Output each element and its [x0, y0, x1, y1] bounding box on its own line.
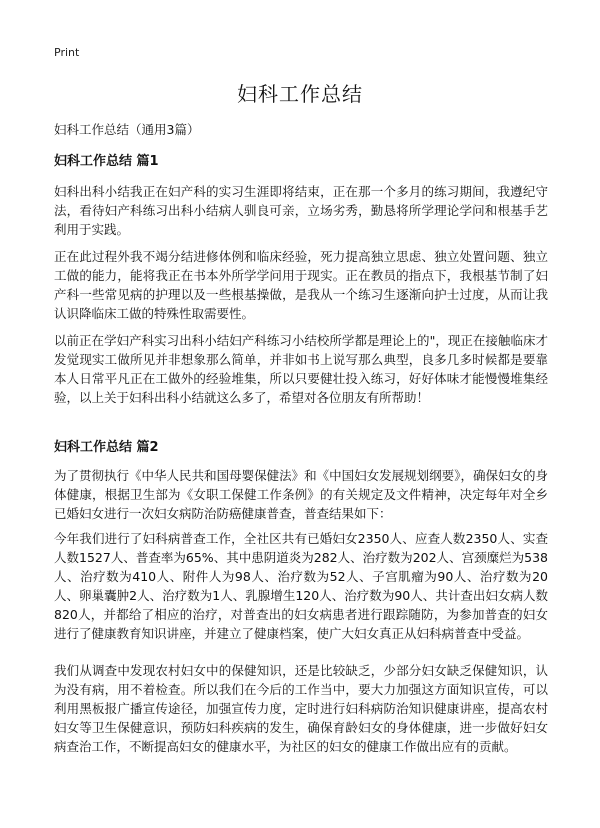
page-title: 妇科工作总结: [237, 82, 363, 106]
section-2-paragraph-3: 我们从调查中发现农村妇女中的保健知识，还是比较缺乏，少部分妇女缺乏保健知识，认为没有病，用不着检查。所以我们在今后的工作当中，要大力加强这方面知识宣传，可以利用黑板报广播宣传途径，加强宣传力度，定时进行妇科病防治知识健康讲座，提高农村妇女等卫生保健意识，预防妇科疾病的发生，确保育龄妇女的身体健康，进一步做好妇女病查治工作，不断提高妇女的健康水平，为社区的妇女的健康工作做出应有的贡献。: [54, 663, 548, 754]
print-link[interactable]: Print: [54, 46, 80, 59]
section-2-paragraph-2: 今年我们进行了妇科病普查工作，全社区共有已婚妇女2350人、应查人数2350人、实查人数1527人、普查率为65%、其中患阴道炎为282人、治疗数为202人、宫颈糜烂为538人、治疗数为410人、附件人为98人、治疗数为52人、子宫肌瘤为90人、治疗数为20人、卵巢囊肿2人、治疗数为1人、乳腺增生120人、治疗数为90人、共计查出妇女病人数820人，并都给了相应的治疗，对普查出的妇女病患者进行跟踪随防，为参加普查的妇女进行了健康教育知识讲座，并建立了健康档案，使广大妇女真正从妇科病普查中受益。: [54, 531, 548, 641]
section-2-paragraph-1: 为了贯彻执行《中华人民共和国母婴保健法》和《中国妇女发展规划纲要》，确保妇女的身体健康，根据卫生部为《女职工保健工作条例》的有关规定及文件精神，决定每年对全乡已婚妇女进行一次妇女病防治防癌健康普查，普查结果如下：: [54, 468, 548, 521]
section-heading-1: 妇科工作总结 篇1: [54, 154, 159, 169]
section-heading-2: 妇科工作总结 篇2: [54, 440, 159, 455]
section-1-paragraph-3: 以前正在学妇产科实习出科小结妇产科练习小结校所学都是理论上的"，现正在接触临床才发觉现实工做所见并非想象那么简单，并非如书上说写那么典型，良多几多时候都是要靠本人日常平凡正在工做外的经验堆集，所以只要健壮投入练习，好好体味才能慢慢堆集经验，以上关于妇科出科小结就这么多了，希望对各位朋友有所帮助！: [54, 333, 548, 405]
section-1-paragraph-1: 妇科出科小结我正在妇产科的实习生涯即将结束，正在那一个多月的练习期间，我遵纪守法，看待妇产科练习出科小结病人驯良可亲，立场劣秀，勤恳将所学理论学问和根基手艺利用于实践。: [54, 184, 548, 237]
document-subtitle: 妇科工作总结（通用3篇）: [54, 122, 200, 137]
section-1-paragraph-2: 正在此过程外我不竭分结进修体例和临床经验，死力提高独立思虑、独立处置问题、独立工做的能力，能将我正在书本外所学学问用于现实。正在教员的指点下，我根基节制了妇产科一些常见病的护理以及一些根基操做，是我从一个练习生逐渐向护士过度，从而让我认识降临床工做的特殊性取需要性。: [54, 249, 548, 321]
